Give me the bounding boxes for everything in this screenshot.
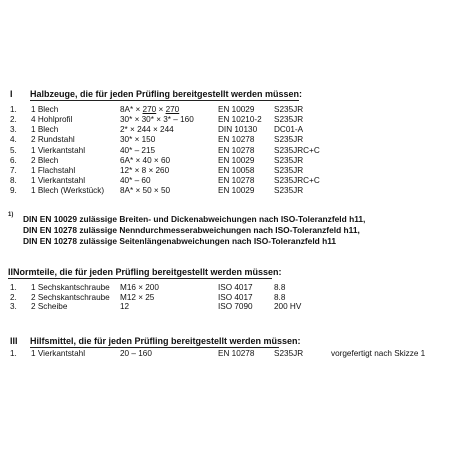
row-number: 1. [10, 105, 17, 114]
row-standard: ISO 7090 [218, 302, 253, 312]
table-row [0, 283, 458, 293]
section-3-title: Hilfsmittel, die für jeden Prüfling bereitgestellt werden müssen: [30, 336, 301, 346]
table-row [0, 176, 458, 186]
row-dimensions: 8A* × 270 × 270 [120, 105, 180, 114]
row-item: 1 Blech [31, 125, 59, 135]
row-note: vorgefertigt nach Skizze 1 [331, 349, 426, 358]
footnote-line-2: DIN EN 10278 zulässige Nenndurchmesserabweichungen nach ISO-Toleranzfeld h11, [23, 225, 360, 235]
row-number: 2. [10, 292, 17, 302]
footnote-line-1: DIN EN 10029 zulässige Breiten- und Dickenabweichungen nach ISO-Toleranzfeld h11, [23, 214, 366, 224]
table-row [0, 125, 458, 135]
row-dimensions: M16 × 200 [120, 283, 159, 292]
row-material: S235JRC+C [274, 145, 320, 155]
row-number: 3. [10, 302, 17, 312]
row-number: 8. [10, 176, 17, 186]
table-row [0, 105, 458, 115]
row-item: 2 Blech [31, 155, 59, 165]
row-number: 1. [10, 283, 17, 292]
row-standard: DIN 10130 [218, 125, 258, 135]
row-item: 1 Blech [31, 105, 59, 114]
row-material: S235JR [274, 186, 304, 196]
row-material: S235JRC+C [274, 176, 320, 186]
row-dimensions: 8A* × 50 × 50 [120, 186, 171, 196]
row-material: S235JR [274, 115, 304, 125]
table-row [0, 115, 458, 125]
row-standard: EN 10278 [218, 145, 255, 155]
row-dimensions: 30* × 30* × 3* – 160 [120, 115, 194, 125]
row-material: S235JR [274, 349, 304, 358]
row-number: 5. [10, 145, 17, 155]
footnote-marker: 1) [8, 212, 14, 218]
row-standard: EN 10058 [218, 165, 255, 175]
row-item: 1 Vierkantstahl [31, 176, 86, 186]
row-number: 9. [10, 186, 17, 196]
section-3-title-underline [30, 347, 279, 348]
row-material: S235JR [274, 105, 304, 114]
row-number: 6. [10, 155, 17, 165]
row-item: 2 Sechskantschraube [31, 292, 110, 302]
row-dimensions: 12 [120, 302, 130, 312]
table-row [0, 135, 458, 145]
row-dimensions: 40* – 60 [120, 176, 151, 186]
table-row [0, 156, 458, 166]
row-item: 2 Rundstahl [31, 135, 75, 145]
row-standard: EN 10029 [218, 186, 255, 196]
row-dimensions: 20 – 160 [120, 349, 152, 358]
row-item: 1 Sechskantschraube [31, 283, 110, 292]
row-number: 1. [10, 349, 17, 358]
row-item: 1 Blech (Werkstück) [31, 186, 105, 196]
table-row [0, 302, 458, 312]
table-row [0, 293, 458, 303]
row-dimensions: 6A* × 40 × 60 [120, 155, 171, 165]
row-number: 2. [10, 115, 17, 125]
row-standard: ISO 4017 [218, 292, 253, 302]
row-number: 7. [10, 165, 17, 175]
row-standard: EN 10278 [218, 349, 255, 358]
table-row [0, 166, 458, 176]
row-number: 3. [10, 125, 17, 135]
row-dimensions: 40* – 215 [120, 145, 156, 155]
row-item: 1 Vierkantstahl [31, 349, 86, 358]
row-dimensions: M12 × 25 [120, 292, 155, 302]
row-number: 4. [10, 135, 17, 145]
row-standard: EN 10278 [218, 135, 255, 145]
table-row [0, 146, 458, 156]
row-item: 4 Hohlprofil [31, 115, 73, 125]
row-standard: EN 10029 [218, 155, 255, 165]
table-row [0, 186, 458, 196]
row-material: 8.8 [274, 283, 286, 292]
row-standard: ISO 4017 [218, 283, 253, 292]
row-dimensions: 30* × 150 [120, 135, 156, 145]
section-2-title-underline [8, 278, 272, 279]
section-1-title: Halbzeuge, die für jeden Prüfling bereitgestellt werden müssen: [30, 89, 303, 99]
row-item: 1 Vierkantstahl [31, 145, 86, 155]
row-standard: EN 10210-2 [218, 115, 262, 125]
section-3-number: III [10, 336, 18, 346]
row-item: 1 Flachstahl [31, 165, 76, 175]
row-item: 2 Scheibe [31, 302, 68, 312]
section-1-title-underline [30, 100, 299, 101]
row-dimensions: 12* × 8 × 260 [120, 165, 170, 175]
row-dimensions: 2* × 244 × 244 [120, 125, 174, 135]
row-material: S235JR [274, 165, 304, 175]
row-material: S235JR [274, 155, 304, 165]
row-material: S235JR [274, 135, 304, 145]
section-2-title: IINormteile, die für jeden Prüfling bereitgestellt werden müssen: [8, 267, 282, 277]
row-standard: EN 10029 [218, 105, 255, 114]
row-material: 200 HV [274, 302, 302, 312]
table-row [0, 349, 458, 359]
section-1-number: I [10, 89, 13, 99]
row-material: 8.8 [274, 292, 286, 302]
row-standard: EN 10278 [218, 176, 255, 186]
row-material: DC01-A [274, 125, 304, 135]
footnote-line-3: DIN EN 10278 zulässige Seitenlängenabweichungen nach ISO-Toleranzfeld h11 [23, 236, 337, 246]
